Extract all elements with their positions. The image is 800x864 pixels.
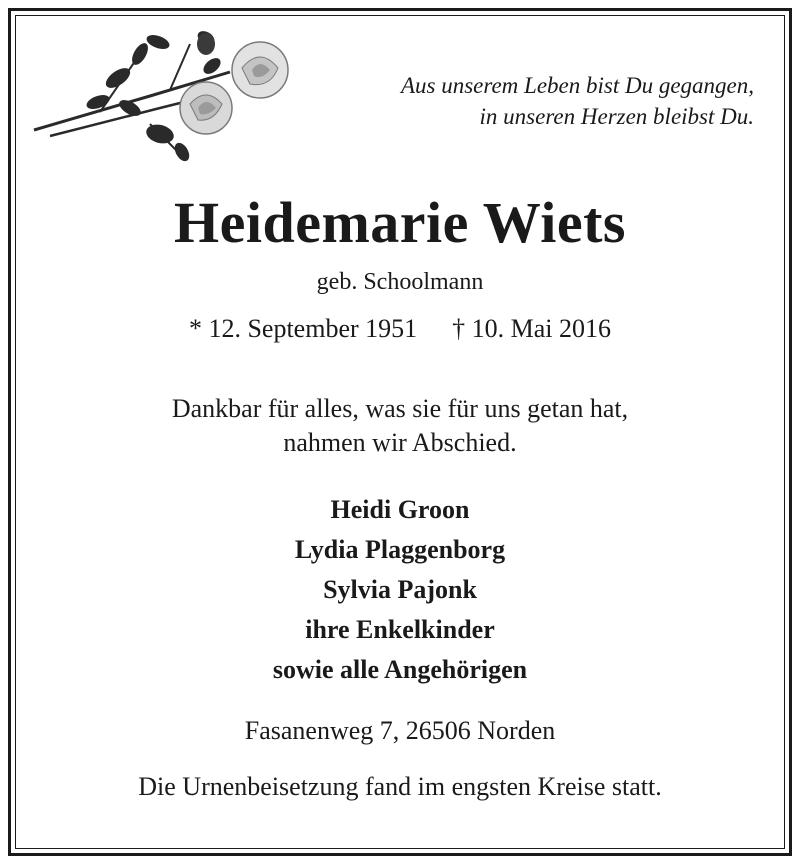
- life-dates: [0, 312, 800, 346]
- death-date: 10. Mai 2016: [471, 314, 612, 343]
- maiden-name: geb. Schoolmann: [316, 269, 484, 295]
- roses-illustration: [30, 24, 300, 174]
- motto: [401, 70, 754, 132]
- birth-date: 12. September 1951: [208, 314, 418, 343]
- mourner-relatives: sowie alle Angehörigen: [272, 655, 528, 684]
- death-symbol: †: [452, 314, 466, 343]
- motto-line-2: in unseren Herzen bleibst Du.: [479, 104, 754, 129]
- birth-symbol: *: [188, 314, 202, 343]
- deceased-name: Heidemarie Wiets: [173, 190, 627, 255]
- gratitude-text: [0, 392, 800, 460]
- mourner-heidi-groon: Heidi Groon: [330, 495, 470, 524]
- mourner-sylvia-pajonk: Sylvia Pajonk: [323, 575, 477, 604]
- gratitude-line-1: Dankbar für alles, was sie für uns getan hat,: [171, 394, 629, 423]
- mourners-list: [0, 490, 800, 690]
- gratitude-line-2: nahmen wir Abschied.: [283, 428, 517, 457]
- mourner-grandchildren: ihre Enkelkinder: [305, 615, 495, 644]
- motto-line-1: Aus unserem Leben bist Du gegangen,: [400, 73, 754, 98]
- burial-notice: Die Urnenbeisetzung fand im engsten Kreise statt.: [138, 772, 662, 801]
- address: Fasanenweg 7, 26506 Norden: [244, 716, 556, 745]
- mourner-lydia-plaggenborg: Lydia Plaggenborg: [294, 535, 506, 564]
